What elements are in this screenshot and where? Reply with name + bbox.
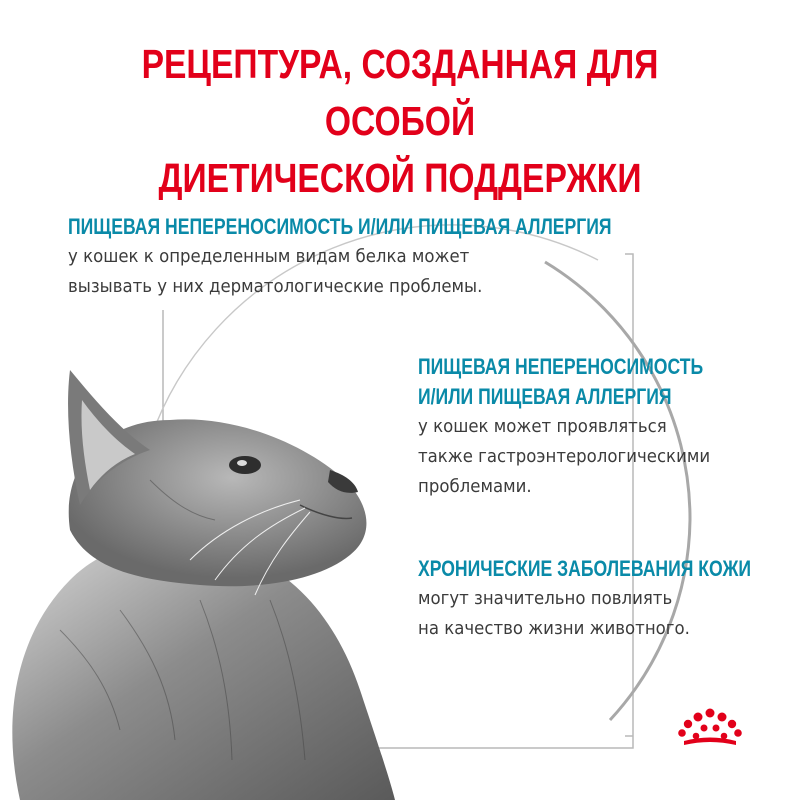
heading-line: И/ИЛИ ПИЩЕВАЯ АЛЛЕРГИЯ	[418, 384, 672, 409]
cat-illustration	[0, 330, 420, 800]
crown-logo-icon	[678, 708, 742, 748]
info-block-skin-allergy	[68, 212, 747, 302]
heading-line: ХРОНИЧЕСКИЕ ЗАБОЛЕВАНИЯ КОЖИ	[418, 556, 752, 581]
text-line: у кошек может проявляться	[418, 416, 667, 437]
info-text	[68, 242, 693, 302]
text-line: также гастроэнтерологическими	[418, 446, 711, 467]
title-line-2: ДИЕТИЧЕСКОЙ ПОДДЕРЖКИ	[158, 155, 642, 201]
text-line: на качество жизни животного.	[418, 618, 690, 639]
text-line: у кошек к определенным видам белка может	[68, 246, 470, 267]
info-text	[418, 412, 746, 502]
info-heading	[418, 352, 703, 412]
info-heading	[418, 554, 751, 584]
text-line: могут значительно повлиять	[418, 588, 673, 609]
text-line: проблемами.	[418, 476, 532, 497]
page-title	[72, 36, 728, 207]
info-block-gastro-allergy	[418, 352, 774, 502]
text-line: вызывать у них дерматологические проблемы.	[68, 276, 483, 297]
info-heading	[68, 212, 612, 242]
info-text	[418, 584, 800, 644]
heading-line: ПИЩЕВАЯ НЕПЕРЕНОСИМОСТЬ И/ИЛИ ПИЩЕВАЯ АЛЛЕРГИЯ	[68, 214, 612, 239]
title-line-1: РЕЦЕПТУРА, СОЗДАННАЯ ДЛЯ ОСОБОЙ	[141, 41, 659, 144]
info-block-chronic-skin	[418, 554, 800, 644]
heading-line: ПИЩЕВАЯ НЕПЕРЕНОСИМОСТЬ	[418, 354, 704, 379]
